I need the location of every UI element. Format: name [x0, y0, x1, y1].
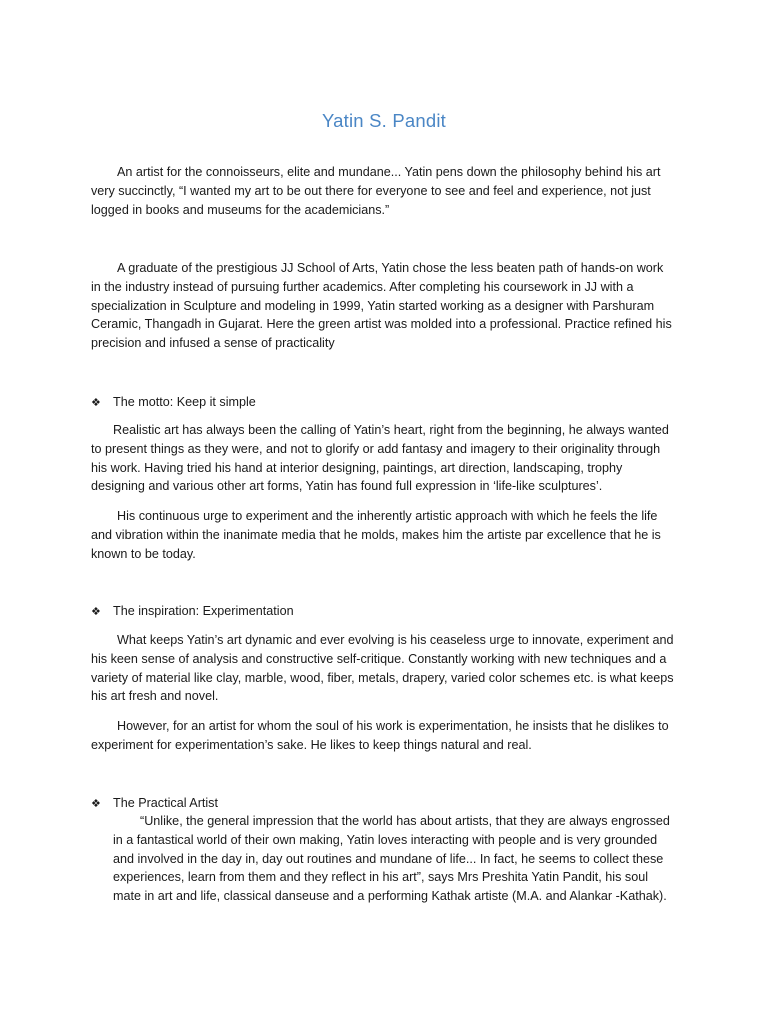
inspiration-paragraph-1: [91, 631, 676, 706]
motto-paragraph-2: [91, 507, 676, 563]
practical-artist-quote-text: “Unlike, the general impression that the world has about artists, that they are always engrossed in a fantastical world of their own making, Yatin loves interacting with people and is very grounded and involved in the day in, day out routines and mundane of life... In fact, he seems to collect these experiences, learn from them and they reflect in his art”, says Mrs Preshita Yatin Pandit, his soul mate in art and life, classical danseuse and a performing Kathak artiste (M.A. and Alankar -Kathak).: [113, 814, 670, 904]
motto-paragraph-1-text: Realistic art has always been the calling of Yatin’s heart, right from the beginning, he always wanted to present things as they were, and not to glorify or add fantasy and imagery to their originality through his work. Having tried his hand at interior designing, paintings, art direction, landscaping, trophy designing and various other art forms, Yatin has found full expression in ‘life-like sculptures’.: [91, 423, 669, 494]
inspiration-paragraph-2: [91, 717, 676, 755]
background-paragraph-text: A graduate of the prestigious JJ School of Arts, Yatin chose the less beaten path of hands-on work in the industry instead of pursuing further academics. After completing his coursework in JJ with a specialization in Sculpture and modeling in 1999, Yatin started working as a designer with Parshuram Ceramic, Thangadh in Gujarat. Here the green artist was molded into a professional. Practice refined his precision and infused a sense of practicality: [91, 261, 672, 351]
diamond-bullet-icon: ❖: [91, 798, 101, 810]
section-heading-inspiration: [91, 602, 294, 621]
section-heading-motto-text: The motto: Keep it simple: [113, 395, 256, 409]
background-paragraph: [91, 259, 676, 353]
page-title: Yatin S. Pandit: [321, 110, 446, 131]
diamond-bullet-icon: ❖: [91, 606, 101, 618]
section-heading-inspiration-text: The inspiration: Experimentation: [113, 604, 294, 618]
section-heading-motto: [91, 393, 256, 412]
motto-paragraph-2-text: His continuous urge to experiment and the inherently artistic approach with which he feels the life and vibration within the inanimate media that he molds, makes him the artiste par excellence that he is known to be today.: [91, 509, 661, 561]
section-heading-practical-artist: [91, 794, 218, 813]
intro-paragraph: [91, 163, 676, 219]
practical-artist-quote: [113, 812, 673, 906]
intro-paragraph-text: An artist for the connoisseurs, elite and mundane... Yatin pens down the philosophy behind his art very succinctly, “I wanted my art to be out there for everyone to see and feel and experience, not just logged in books and museums for the academicians.”: [91, 165, 661, 217]
inspiration-paragraph-2-text: However, for an artist for whom the soul of his work is experimentation, he insists that he dislikes to experiment for experimentation’s sake. He likes to keep things natural and real.: [91, 719, 669, 752]
section-heading-practical-artist-text: The Practical Artist: [113, 796, 218, 810]
inspiration-paragraph-1-text: What keeps Yatin’s art dynamic and ever evolving is his ceaseless urge to innovate, experiment and his keen sense of analysis and constructive self-critique. Constantly working with new techniques and a variety of material like clay, marble, wood, fiber, metals, drapery, varied color schemes etc. is what keeps his art fresh and novel.: [91, 633, 674, 704]
motto-paragraph-1: [91, 421, 676, 496]
diamond-bullet-icon: ❖: [91, 397, 101, 409]
